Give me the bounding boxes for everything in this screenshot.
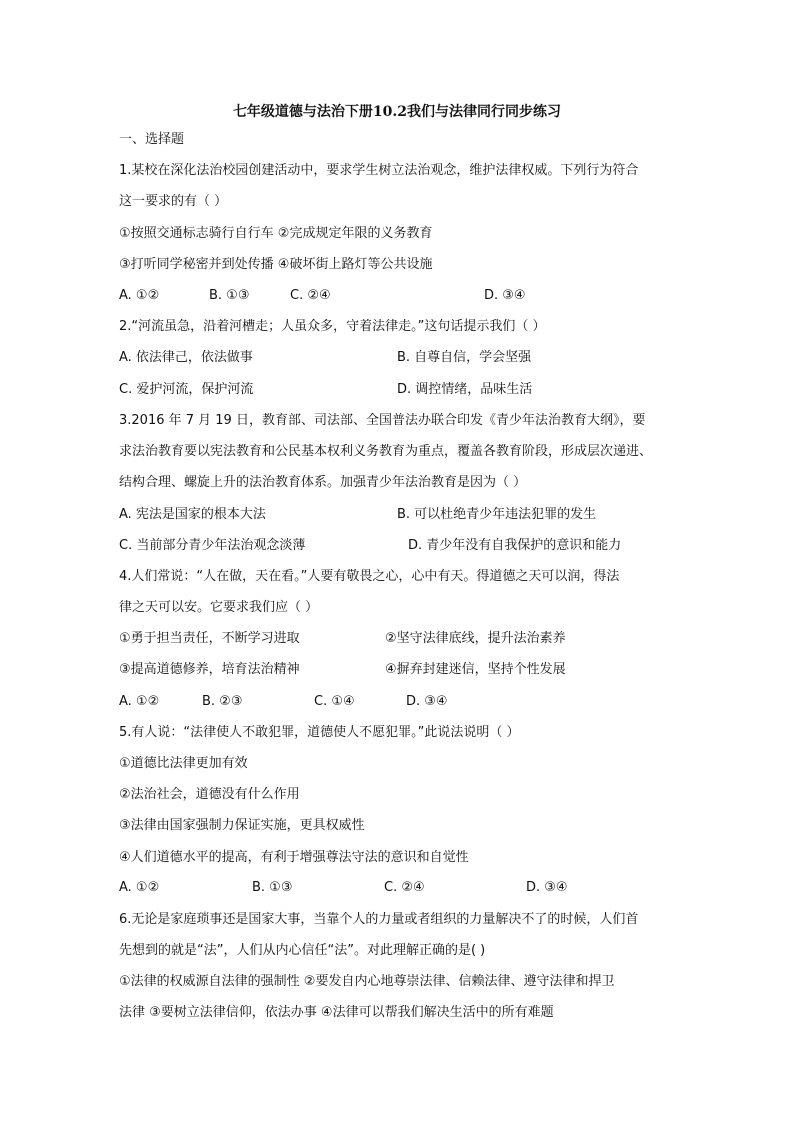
question-1-choice-c: C. ②④ (290, 288, 331, 303)
question-4-choice-a: A. ①② (119, 694, 160, 709)
question-1-options-row2: ③打听同学秘密并到处传播 ④破坏街上路灯等公共设施 (119, 257, 433, 272)
question-6-text: 6.无论是家庭琐事还是国家大事，当靠个人的力量或者组织的力量解决不了的时候，人们首 (119, 912, 639, 927)
question-1-choice-d: D. ③④ (484, 288, 526, 303)
question-3-choice-d: D. 青少年没有自我保护的意识和能力 (408, 538, 622, 553)
question-4-option-4: ④摒弃封建迷信，坚持个性发展 (385, 662, 566, 677)
question-1-text: 1.某校在深化法治校园创建活动中，要求学生树立法治观念，维护法律权威。下列行为符合 (119, 163, 639, 178)
question-5-option-1: ①道德比法律更加有效 (119, 756, 248, 771)
question-5-text: 5.有人说：“法律使人不敢犯罪，道德使人不愿犯罪。”此说法说明（ ） (119, 725, 520, 740)
question-3-text-cont2: 结构合理、螺旋上升的法治教育体系。加强青少年法治教育是因为（ ） (119, 475, 527, 490)
question-4-option-3: ③提高道德修养，培育法治精神 (119, 662, 300, 677)
question-3-choice-a: A. 宪法是国家的根本大法 (119, 507, 266, 522)
question-4-text: 4.人们常说：“人在做，天在看。”人要有敬畏之心，心中有天。得道德之天可以润，得法 (119, 569, 620, 584)
question-1-choice-a: A. ①② (119, 288, 160, 303)
question-5-choice-d: D. ③④ (526, 880, 568, 895)
question-5-option-4: ④人们道德水平的提高，有利于增强尊法守法的意识和自觉性 (119, 850, 469, 865)
question-4-choice-b: B. ②③ (202, 694, 243, 709)
question-5-choice-a: A. ①② (119, 880, 160, 895)
question-4-text-cont: 律之天可以安。它要求我们应（ ） (119, 600, 319, 615)
section-heading: 一、选择题 (119, 132, 185, 147)
question-6-text-cont: 先想到的就是“法”，人们从内心信任“法”。对此理解正确的是( ) (119, 943, 486, 958)
question-5-choice-c: C. ②④ (384, 880, 425, 895)
question-5-choice-b: B. ①③ (252, 880, 293, 895)
question-5-option-2: ②法治社会，道德没有什么作用 (119, 787, 300, 802)
question-1-options-row1: ①按照交通标志骑行自行车 ②完成规定年限的义务教育 (119, 226, 433, 241)
question-4-choice-c: C. ①④ (314, 694, 355, 709)
question-4-choice-d: D. ③④ (406, 694, 448, 709)
question-2-text: 2.“河流虽急，沿着河槽走；人虽众多，守着法律走。”这句话提示我们（ ） (119, 319, 546, 334)
question-2-choice-a: A. 依法律己，依法做事 (119, 350, 253, 365)
question-4-option-1: ①勇于担当责任，不断学习进取 (119, 631, 300, 646)
question-1-text-cont: 这一要求的有（ ） (119, 194, 228, 209)
question-2-choice-b: B. 自尊自信，学会坚强 (397, 350, 532, 365)
question-3-choice-b: B. 可以杜绝青少年违法犯罪的发生 (397, 507, 597, 522)
question-2-choice-c: C. 爱护河流，保护河流 (119, 382, 254, 397)
question-6-options-row1: ①法律的权威源自法律的强制性 ②要发自内心地尊崇法律、信赖法律、遵守法律和捍卫 (119, 974, 615, 989)
question-4-option-2: ②坚守法律底线，提升法治素养 (385, 631, 566, 646)
question-5-option-3: ③法律由国家强制力保证实施，更具权威性 (119, 818, 365, 833)
document-title: 七年级道德与法治下册10.2我们与法律同行同步练习 (232, 104, 562, 120)
question-3-text-cont1: 求法治教育要以宪法教育和公民基本权利义务教育为重点，覆盖各教育阶段，形成层次递进、 (119, 444, 653, 459)
question-1-choice-b: B. ①③ (209, 288, 250, 303)
question-2-choice-d: D. 调控情绪，品味生活 (397, 382, 533, 397)
question-6-options-row2: 法律 ③要树立法律信仰，依法办事 ④法律可以帮我们解决生活中的所有难题 (119, 1005, 554, 1020)
question-3-choice-c: C. 当前部分青少年法治观念淡薄 (119, 538, 306, 553)
question-3-text: 3.2016 年 7 月 19 日，教育部、司法部、全国普法办联合印发《青少年法治教育大纲》，要 (119, 413, 646, 428)
